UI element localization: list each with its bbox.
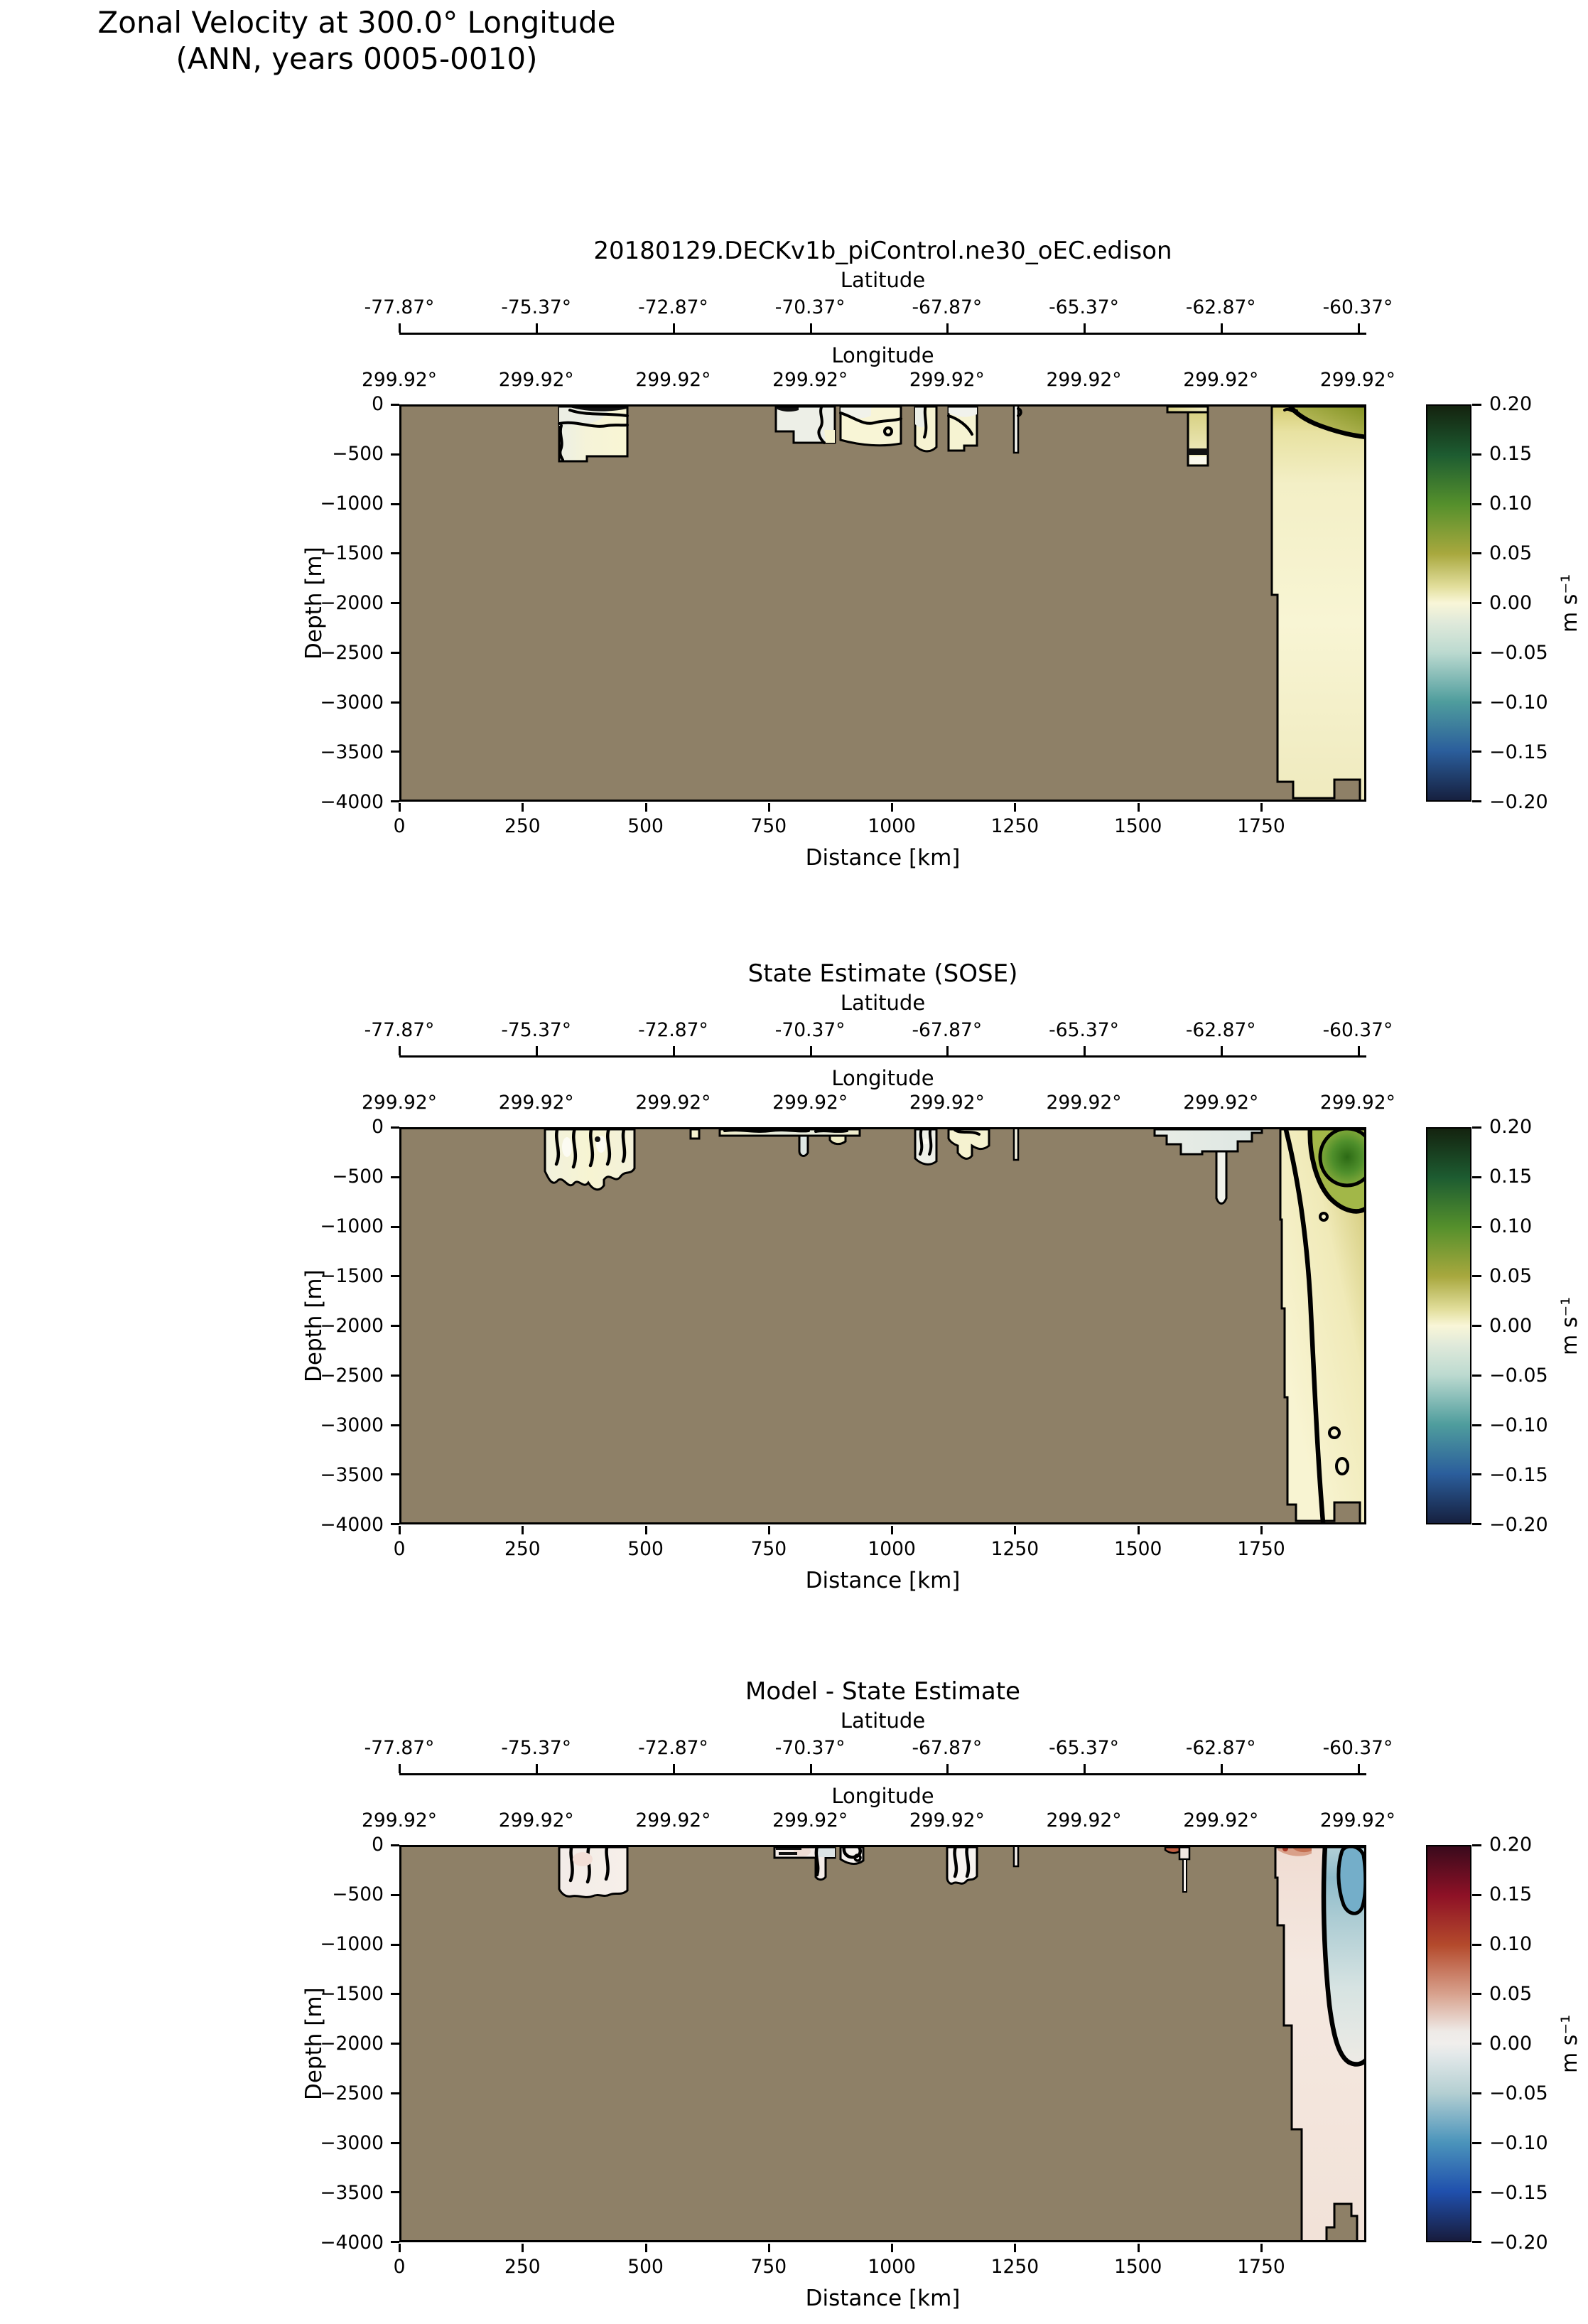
distance-tick: 250 [504,2256,541,2278]
distance-tick-labels [357,1538,1304,1560]
blue-core [1339,1846,1366,1914]
thin-slot [1014,404,1018,453]
colorbar-tick: −0.10 [1489,1414,1548,1436]
longitude-tick-labels [357,369,1400,391]
green-core [1320,1129,1366,1185]
depth-tick: −2500 [320,2082,384,2104]
latitude-tick: -77.87° [364,1019,435,1041]
distance-tick: 750 [750,815,787,837]
land-mask [399,404,1366,802]
latitude-tick: -72.87° [638,1019,708,1041]
latitude-tick-marks [399,1046,1360,1055]
longitude-tick: 299.92° [772,1092,848,1114]
depth-tick: −2000 [320,592,384,614]
latitude-tick: -70.37° [774,296,846,318]
colorbar-tick: 0.15 [1489,1883,1533,1905]
deep-channel [1272,404,1366,802]
colorbar-tick: 0.05 [1489,1983,1533,2005]
section-plot-difference [399,1845,1366,2242]
distance-tick: 1750 [1237,2256,1285,2278]
depth-tick: −4000 [320,1514,384,1536]
figure-title-line1: Zonal Velocity at 300.0° Longitude [97,5,616,40]
depth-tick: −4000 [320,2232,384,2254]
hanging-lobe [1216,1151,1226,1204]
distance-tick: 1500 [1113,815,1162,837]
longitude-tick: 299.92° [1319,1809,1395,1831]
distance-tick: 1500 [1113,1538,1162,1560]
distance-tick: 0 [393,2256,406,2278]
longitude-tick: 299.92° [1046,1809,1122,1831]
latitude-axis-label: Latitude [840,991,926,1015]
latitude-tick: -67.87° [912,296,983,318]
distance-tick: 500 [627,815,664,837]
depth-tick-marks [391,1126,399,1525]
colorbar-tick: 0.20 [1489,1834,1533,1856]
depth-axis-label: Depth [m] [301,1987,327,2100]
thin-slot [1014,1845,1018,1866]
longitude-tick: 299.92° [1319,1092,1395,1114]
distance-axis-label: Distance [km] [805,2286,961,2311]
latitude-tick: -60.37° [1322,1737,1393,1759]
colorbar-tick: 0.15 [1489,1166,1533,1188]
longitude-tick-labels [357,1809,1400,1831]
distance-tick: 1250 [990,1538,1039,1560]
panel-sose [0,958,1588,1601]
depth-tick: −3500 [320,2182,384,2204]
colorbar-tick: −0.20 [1489,1514,1548,1536]
depth-tick: −3500 [320,741,384,763]
panel-difference [0,1676,1588,2319]
depth-tick: −500 [332,443,384,465]
longitude-tick-labels [357,1092,1400,1114]
panel-title: 20180129.DECKv1b_piControl.ne30_oEC.edison [593,237,1172,265]
latitude-tick: -67.87° [912,1019,983,1041]
depth-axis-label: Depth [m] [301,1269,327,1382]
distance-tick: 1000 [868,815,916,837]
depth-tick: −3000 [320,1414,384,1436]
longitude-tick: 299.92° [1046,369,1122,391]
latitude-tick: -75.37° [501,296,572,318]
depth-tick-marks [391,1844,399,2243]
colorbar-tick: 0.10 [1489,1215,1533,1237]
latitude-tick: -65.37° [1049,1737,1119,1759]
distance-tick: 0 [393,815,406,837]
colorbar-tick-marks [1472,1844,1481,2243]
depth-tick: 0 [372,393,384,415]
colorbar-tick: −0.15 [1489,2182,1548,2204]
colorbar-tick: 0.10 [1489,1933,1533,1955]
distance-tick: 750 [750,2256,787,2278]
depth-tick: −4000 [320,791,384,813]
depth-tick: −1500 [320,542,384,564]
section-plot-sose [399,1127,1366,1524]
depth-tick: −500 [332,1883,384,1905]
distance-tick: 500 [627,2256,664,2278]
longitude-tick: 299.92° [772,369,848,391]
contour-section-svg [399,404,1366,802]
colorbar-tick: −0.05 [1489,1365,1548,1387]
distance-tick: 250 [504,1538,541,1560]
latitude-axis-line [399,1055,1366,1058]
latitude-tick: -77.87° [364,296,435,318]
distance-tick: 1000 [868,2256,916,2278]
depth-tick: −1500 [320,1983,384,2005]
colorbar-tick: −0.05 [1489,642,1548,664]
colorbar-tick: −0.20 [1489,2232,1548,2254]
longitude-tick: 299.92° [909,1809,985,1831]
colorbar-tick: −0.15 [1489,1464,1548,1486]
thin-slot [1014,1127,1018,1160]
distance-axis-label: Distance [km] [805,1568,961,1593]
longitude-tick: 299.92° [362,1809,437,1831]
colorbar-tick: 0.10 [1489,493,1533,515]
longitude-tick: 299.92° [498,1809,574,1831]
longitude-tick: 299.92° [1046,1092,1122,1114]
depth-axis-label: Depth [m] [301,547,327,660]
colorbar-unit-label: m s⁻¹ [1557,2014,1582,2073]
shelf-pocket [915,1127,936,1164]
colorbar [1426,1127,1471,1524]
colorbar-tick: 0.00 [1489,2033,1533,2055]
depth-tick-labels [284,1835,384,2253]
contour-section-svg [399,1127,1366,1524]
colorbar-tick: 0.20 [1489,393,1533,415]
longitude-axis-label: Longitude [831,1066,934,1090]
colorbar-tick-marks [1472,1126,1481,1525]
colorbar-tick: 0.05 [1489,1265,1533,1287]
latitude-tick: -65.37° [1049,296,1119,318]
longitude-tick: 299.92° [635,1809,711,1831]
longitude-tick: 299.92° [362,369,437,391]
depth-tick: −3000 [320,692,384,714]
longitude-tick: 299.92° [362,1092,437,1114]
longitude-tick: 299.92° [498,369,574,391]
panel-model [0,235,1588,878]
longitude-tick: 299.92° [635,1092,711,1114]
latitude-tick-marks [399,323,1360,333]
colorbar [1426,404,1471,802]
distance-tick-marks [399,803,1263,812]
depth-tick: −500 [332,1166,384,1188]
shelf-pocket [559,1845,627,1897]
figure-title [9,4,705,77]
distance-tick: 0 [393,1538,406,1560]
depth-tick: −1000 [320,1933,384,1955]
depth-tick: −2000 [320,1315,384,1337]
latitude-tick: -70.37° [774,1737,846,1759]
latitude-tick-marks [399,1764,1360,1773]
colorbar-unit-label: m s⁻¹ [1557,574,1582,633]
white-pocket [947,1845,977,1883]
longitude-tick: 299.92° [1183,1809,1259,1831]
colorbar-unit-label: m s⁻¹ [1557,1296,1582,1355]
colorbar-tick: −0.05 [1489,2082,1548,2104]
colorbar [1426,1845,1471,2242]
latitude-axis-label: Latitude [840,268,926,292]
longitude-tick: 299.92° [909,1092,985,1114]
longitude-tick: 299.92° [1183,369,1259,391]
distance-tick: 1750 [1237,1538,1285,1560]
colorbar-tick: 0.20 [1489,1116,1533,1138]
longitude-tick: 299.92° [635,369,711,391]
depth-tick-labels [284,1117,384,1535]
colorbar-tick: −0.15 [1489,741,1548,763]
longitude-tick: 299.92° [909,369,985,391]
latitude-tick: -67.87° [912,1737,983,1759]
latitude-tick: -77.87° [364,1737,435,1759]
longitude-tick: 299.92° [1319,369,1395,391]
distance-tick-labels [357,2256,1304,2278]
longitude-axis-label: Longitude [831,1784,934,1808]
land-mask [399,1845,1366,2242]
latitude-tick: -62.87° [1185,1019,1256,1041]
colorbar-tick: 0.00 [1489,592,1533,614]
latitude-tick: -62.87° [1185,296,1256,318]
distance-tick: 1500 [1113,2256,1162,2278]
depth-tick: −2000 [320,2033,384,2055]
colorbar-tick-marks [1472,404,1481,802]
colorbar-tick: 0.15 [1489,443,1533,465]
distance-tick: 1250 [990,815,1039,837]
latitude-tick: -75.37° [501,1019,572,1041]
distance-tick: 750 [750,1538,787,1560]
depth-tick: −1500 [320,1265,384,1287]
depth-tick: 0 [372,1834,384,1856]
latitude-tick: -72.87° [638,1737,708,1759]
distance-tick: 250 [504,815,541,837]
depth-tick: −1000 [320,493,384,515]
distance-tick: 1250 [990,2256,1039,2278]
distance-tick: 500 [627,1538,664,1560]
distance-tick-labels [357,815,1304,837]
panel-title: Model - State Estimate [745,1677,1020,1706]
colorbar-tick: −0.10 [1489,2132,1548,2154]
depth-tick: −1000 [320,1215,384,1237]
latitude-tick-labels [357,1019,1400,1041]
longitude-axis-label: Longitude [831,343,934,367]
colorbar-tick: −0.20 [1489,791,1548,813]
depth-tick: −2500 [320,1365,384,1387]
figure-title-line2: (ANN, years 0005-0010) [175,41,538,77]
longitude-tick: 299.92° [1183,1092,1259,1114]
panel-title: State Estimate (SOSE) [747,959,1018,988]
depth-tick: 0 [372,1116,384,1138]
latitude-axis-line [399,333,1366,335]
latitude-tick: -70.37° [774,1019,846,1041]
latitude-tick-labels [357,296,1400,318]
longitude-tick: 299.92° [772,1809,848,1831]
latitude-tick: -60.37° [1322,296,1393,318]
depth-tick-labels [284,394,384,812]
distance-tick: 1000 [868,1538,916,1560]
depth-tick: −3000 [320,2132,384,2154]
depth-tick: −3500 [320,1464,384,1486]
longitude-tick: 299.92° [498,1092,574,1114]
distance-tick: 1750 [1237,815,1285,837]
latitude-tick: -72.87° [638,296,708,318]
depth-tick: −2500 [320,642,384,664]
distance-tick-marks [399,2244,1263,2252]
contour-section-svg [399,1845,1366,2242]
latitude-axis-label: Latitude [840,1709,926,1733]
latitude-tick: -60.37° [1322,1019,1393,1041]
colorbar-tick: 0.05 [1489,542,1533,564]
colorbar-tick: −0.10 [1489,692,1548,714]
latitude-tick-labels [357,1737,1400,1759]
latitude-tick: -62.87° [1185,1737,1256,1759]
latitude-tick: -75.37° [501,1737,572,1759]
depth-tick-marks [391,404,399,802]
distance-axis-label: Distance [km] [805,845,961,871]
section-plot-model [399,404,1366,802]
latitude-axis-line [399,1773,1366,1775]
colorbar-tick: 0.00 [1489,1315,1533,1337]
latitude-tick: -65.37° [1049,1019,1119,1041]
distance-tick-marks [399,1526,1263,1534]
